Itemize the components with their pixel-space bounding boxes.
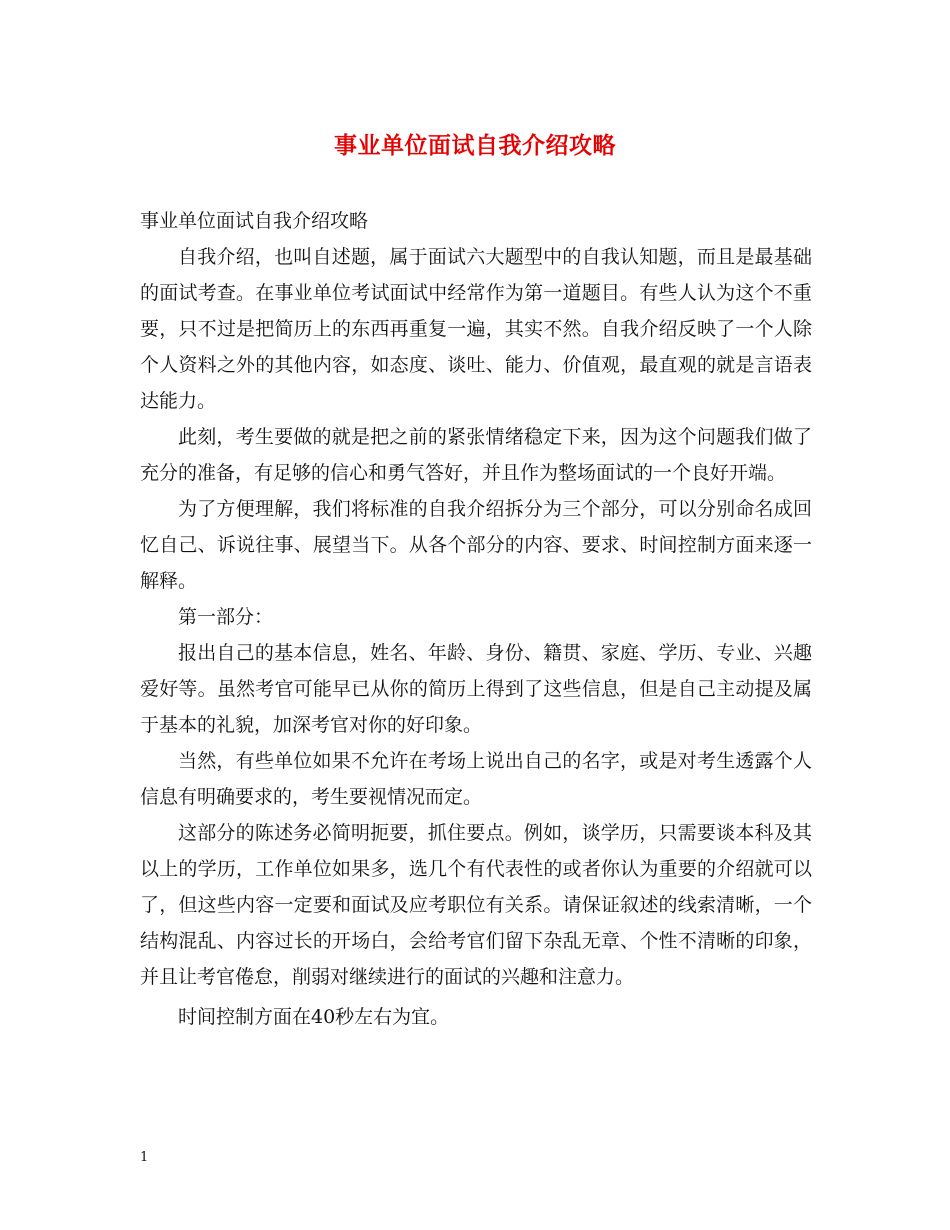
page-number: 1 (140, 1150, 149, 1165)
section-heading-part-one: 第一部分： (178, 606, 274, 628)
document-subtitle: 事业单位面试自我介绍攻略 (140, 210, 369, 232)
paragraph-time-control: 时间控制方面在40秒左右为宜。 (178, 1006, 450, 1028)
document-body (140, 203, 812, 1035)
paragraph-three-parts: 为了方便理解，我们将标准的自我介绍拆分为三个部分，可以分别命名成回忆自己、诉说往事、展望当下。从各个部分的内容、要求、时间控制方面来逐一解释。 (140, 498, 812, 592)
paragraph-concise: 这部分的陈述务必简明扼要，抓住要点。例如，谈学历，只需要谈本科及其以上的学历，工作单位如果多，选几个有代表性的或者你认为重要的介绍就可以了，但这些内容一定要和面试及应考职位有关系。请保证叙述的线索清晰，一个结构混乱、内容过长的开场白，会给考官们留下杂乱无章、个性不清晰的印象，并且让考官倦怠，削弱对继续进行的面试的兴趣和注意力。 (140, 822, 812, 988)
paragraph-calm-down: 此刻，考生要做的就是把之前的紧张情绪稳定下来，因为这个问题我们做了充分的准备，有足够的信心和勇气答好，并且作为整场面试的一个良好开端。 (140, 426, 812, 484)
page-title: 事业单位面试自我介绍攻略 (334, 132, 616, 159)
paragraph-intro: 自我介绍，也叫自述题，属于面试六大题型中的自我认知题，而且是最基础的面试考查。在事业单位考试面试中经常作为第一道题目。有些人认为这个不重要，只不过是把简历上的东西再重复一遍，其实不然。自我介绍反映了一个人除个人资料之外的其他内容，如态度、谈吐、能力、价值观，最直观的就是言语表达能力。 (140, 246, 812, 412)
paragraph-basic-info: 报出自己的基本信息，姓名、年龄、身份、籍贯、家庭、学历、专业、兴趣爱好等。虽然考官可能早已从你的简历上得到了这些信息，但是自己主动提及属于基本的礼貌，加深考官对你的好印象。 (140, 642, 812, 736)
paragraph-name-restriction: 当然，有些单位如果不允许在考场上说出自己的名字，或是对考生透露个人信息有明确要求的，考生要视情况而定。 (140, 750, 812, 808)
